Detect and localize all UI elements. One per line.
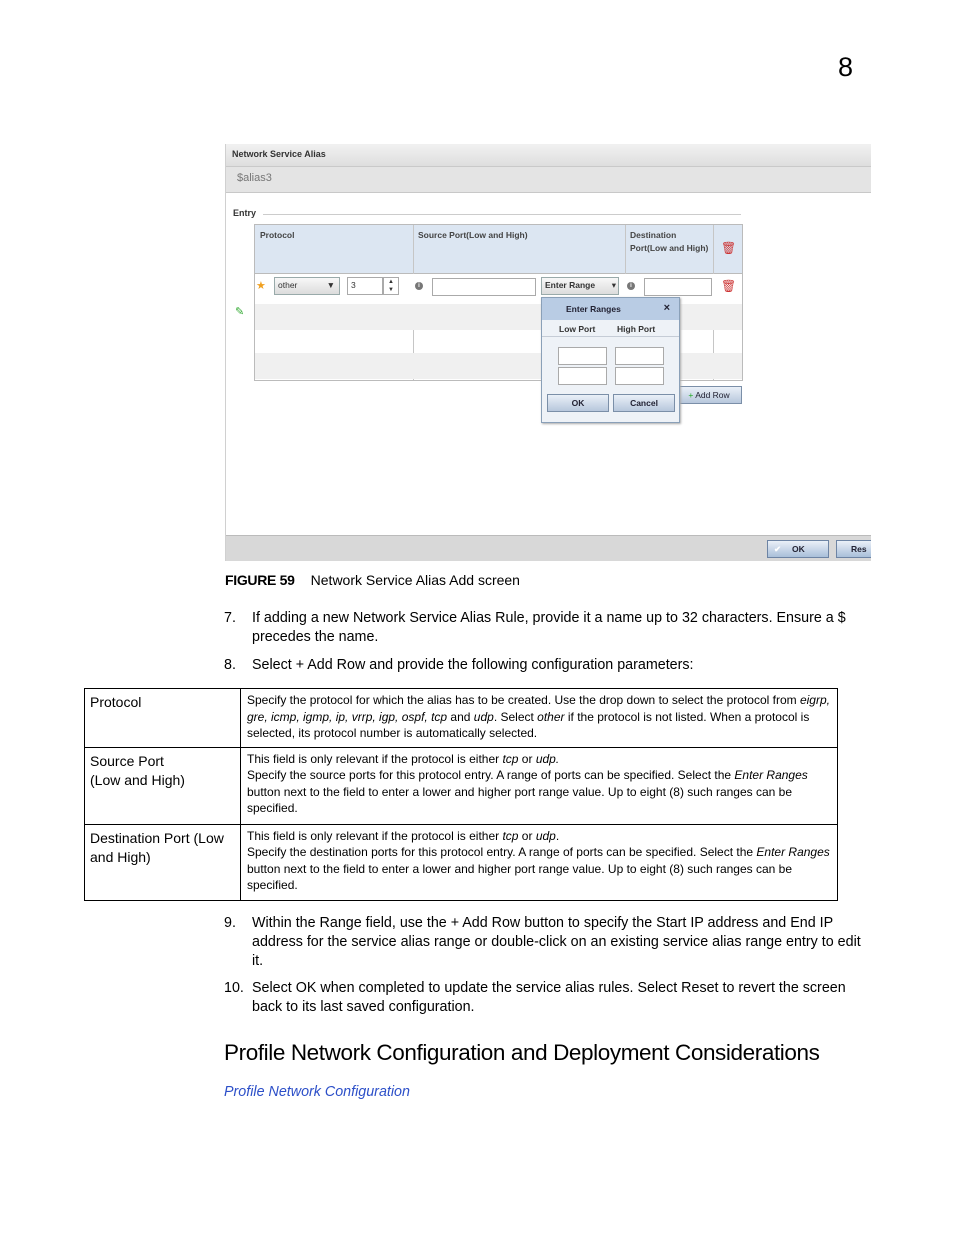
desc-paragraph: [247, 828, 832, 845]
ui-term: Network Service Alias Rule,: [352, 610, 529, 626]
step-text-part: address for the service alias range or double-click on an existing service alias range entry to edit it.: [252, 934, 861, 969]
desc-text: . Select: [493, 709, 538, 724]
ui-term: + Add Row: [450, 915, 521, 931]
ui-term: Start IP: [656, 915, 704, 931]
step-text: [252, 914, 872, 971]
protocol-dropdown[interactable]: [274, 277, 340, 295]
step-text-part: to revert the screen back to its last saved configuration.: [252, 980, 846, 1015]
add-row-label: Add Row: [695, 390, 730, 400]
popup-titlebar: [542, 298, 679, 320]
desc-text: button next to the field to enter a lower and higher port range value. Up to eight (8) such ranges can be specified.: [247, 861, 793, 892]
enter-ranges-popup: [541, 297, 680, 423]
step-text-part: button to specify the: [520, 915, 657, 931]
high-port-input[interactable]: [615, 347, 664, 365]
step-number: 8.: [224, 657, 236, 673]
desc-paragraph: [247, 751, 832, 768]
step-text-part: If adding a new: [252, 610, 353, 626]
column-header-protocol: Protocol: [260, 230, 295, 240]
parameter-table: [84, 688, 838, 901]
step-text: [252, 656, 872, 675]
step-text-part: Within the: [252, 915, 320, 931]
figure-label: FIGURE 59: [225, 572, 295, 588]
step-text-part: Select: [252, 657, 296, 673]
low-port-header: Low Port: [559, 324, 596, 334]
desc-italic: udp.: [535, 751, 560, 766]
protocol-number-input[interactable]: [347, 277, 383, 295]
step-text: [252, 979, 872, 1017]
popup-cancel-button[interactable]: Cancel: [613, 394, 675, 412]
desc-italic: tcp: [502, 828, 519, 843]
popup-title: Enter Ranges: [566, 304, 621, 314]
desc-text: .: [555, 828, 560, 843]
desc-text: This field is only relevant if the protocol is either: [247, 751, 503, 766]
param-name: Protocol: [85, 689, 241, 748]
ok-button[interactable]: [767, 540, 829, 558]
ui-term: + Add Row: [295, 657, 366, 673]
reset-label: Res: [851, 544, 867, 554]
section-heading: Profile Network Configuration and Deployment Considerations: [224, 1040, 820, 1065]
desc-italic: Enter Ranges: [734, 768, 808, 782]
dialog-button-bar: [226, 535, 871, 561]
ui-term: Range: [319, 915, 362, 931]
step-text-part: address and: [703, 915, 791, 931]
high-port-input[interactable]: [615, 367, 664, 385]
protocol-value: other: [278, 280, 298, 290]
protocol-number-stepper[interactable]: ▲ ▼: [383, 277, 399, 295]
check-icon: ✔: [774, 544, 782, 554]
ui-term: End IP: [790, 915, 833, 931]
figure-caption: [225, 572, 520, 588]
desc-text: if the protocol is not listed. When a protocol is selected, its protocol number is automatically selected.: [247, 709, 810, 740]
alias-name: $alias3: [237, 172, 272, 184]
param-name: Destination Port (Low and High): [85, 824, 241, 900]
trash-icon[interactable]: 🗑: [721, 279, 737, 293]
desc-italic: udp: [473, 709, 494, 724]
step-10: [224, 979, 874, 1019]
step-number: 10.: [224, 980, 244, 996]
param-description: [241, 824, 838, 900]
column-header-destination-port: Destination Port(Low and High): [630, 230, 709, 253]
pencil-icon[interactable]: ✎: [235, 306, 245, 318]
step-text-part: field, use the: [361, 915, 451, 931]
step-text-part: provide it a name up to 32 characters. Ensure a $ precedes the name.: [252, 610, 846, 645]
trash-icon[interactable]: 🗑: [721, 241, 737, 255]
popup-ok-button[interactable]: OK: [547, 394, 609, 412]
desc-text: and: [447, 709, 474, 724]
high-port-header: High Port: [617, 324, 656, 334]
low-port-input[interactable]: [558, 367, 607, 385]
desc-text: button next to the field to enter a lower and higher port range value. Up to eight (8) such ranges can be specified.: [247, 784, 793, 815]
desc-text: Specify the protocol for which the alias has to be created. Use the drop down to select the protocol from: [247, 693, 800, 707]
step-8: [224, 656, 874, 676]
table-row: [85, 689, 838, 748]
protocol-number: 3: [351, 280, 356, 290]
desc-paragraph: [247, 767, 832, 817]
param-name: [85, 747, 241, 824]
info-icon: i: [627, 282, 635, 290]
desc-italic: udp: [535, 828, 556, 843]
close-icon[interactable]: ×: [663, 302, 670, 314]
cross-reference-link[interactable]: Profile Network Configuration: [224, 1084, 410, 1100]
step-text-part: when completed to update the service alias rules. Select: [316, 980, 682, 996]
info-icon: i: [415, 282, 423, 290]
desc-text: Specify the destination ports for this protocol entry. A range of ports can be specified. Select the: [247, 845, 757, 859]
network-service-alias-screenshot: [225, 144, 871, 561]
reset-button[interactable]: [836, 540, 871, 558]
param-name-line: Source Port: [90, 752, 164, 769]
entry-label: Entry: [233, 208, 257, 218]
step-number: 7.: [224, 610, 236, 626]
source-port-input[interactable]: [432, 278, 536, 296]
destination-port-input[interactable]: [644, 278, 712, 296]
enter-range-label: Enter Range: [545, 280, 596, 290]
step-text-part: Select: [252, 980, 296, 996]
add-row-button[interactable]: [676, 386, 742, 404]
star-icon: ★: [256, 280, 266, 292]
desc-italic: other: [537, 709, 565, 724]
chevron-down-icon: ▾: [611, 280, 616, 290]
param-description: [241, 689, 838, 748]
desc-text: or: [518, 828, 536, 843]
param-name-line: (Low and High): [90, 771, 185, 788]
desc-text: This field is only relevant if the protocol is either: [247, 828, 503, 843]
step-text: [252, 609, 872, 647]
step-text-part: and provide the following configuration parameters:: [365, 657, 694, 673]
table-row: [85, 747, 838, 824]
chapter-number: 8: [838, 52, 854, 82]
dialog-titlebar: [226, 144, 871, 167]
figure-title: Network Service Alias Add screen: [310, 572, 520, 588]
chevron-down-icon: ▼: [326, 280, 335, 290]
desc-paragraph: [247, 844, 832, 894]
param-description: [241, 747, 838, 824]
ui-term: Reset: [681, 980, 719, 996]
column-header-source-port: Source Port(Low and High): [418, 230, 528, 240]
desc-italic: Enter Ranges: [756, 845, 830, 859]
desc-italic: tcp: [502, 751, 519, 766]
entry-divider: [263, 214, 741, 215]
step-9: [224, 914, 874, 972]
low-port-input[interactable]: [558, 347, 607, 365]
desc-text: Specify the source ports for this protocol entry. A range of ports can be specified. Select the: [247, 768, 735, 782]
step-number: 9.: [224, 915, 236, 931]
step-7: [224, 609, 874, 649]
alias-name-bar[interactable]: [226, 167, 871, 193]
desc-text: or: [518, 751, 536, 766]
table-row: [85, 824, 838, 900]
enter-range-button[interactable]: [541, 277, 619, 295]
ok-label: OK: [792, 544, 805, 554]
dialog-title: Network Service Alias: [232, 149, 326, 159]
ui-term: OK: [295, 980, 317, 996]
desc-italic: eigrp, gre, icmp, igmp, ip, vrrp, igp, ospf, tcp: [247, 693, 830, 724]
plus-icon: +: [688, 390, 694, 400]
popup-divider: [542, 336, 679, 337]
